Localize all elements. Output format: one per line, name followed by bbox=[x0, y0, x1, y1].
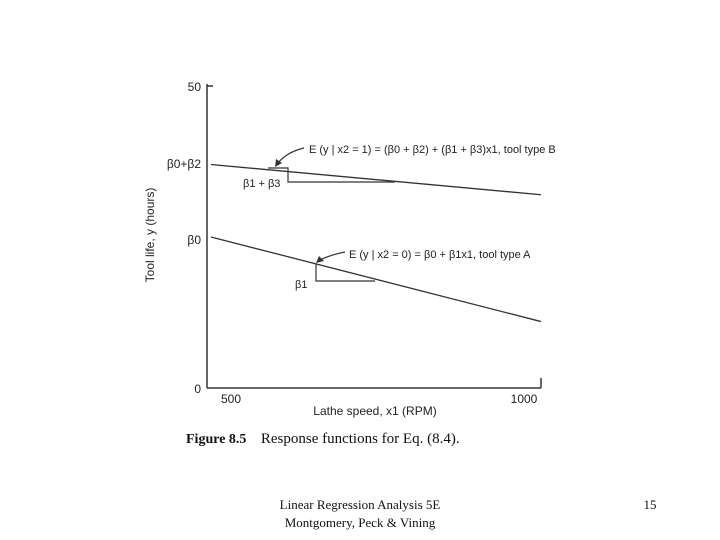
y-tick-label-b0b2: β0+β2 bbox=[166, 157, 201, 171]
annotation-arrow-a bbox=[320, 252, 345, 260]
y-tick-label-b0: β0 bbox=[187, 233, 201, 247]
figure-caption bbox=[186, 430, 460, 447]
y-axis-label: Tool life, y (hours) bbox=[143, 187, 157, 283]
x-tick-label-1000: 1000 bbox=[510, 392, 538, 406]
annotation-label-b: E (y | x2 = 1) = (β0 + β2) + (β1 + β3)x1, tool type B bbox=[309, 144, 556, 156]
figure-number: Figure 8.5 bbox=[186, 432, 247, 447]
page-number: 15 bbox=[643, 497, 657, 512]
y-tick-label-0: 0 bbox=[194, 382, 201, 396]
annotation-arrowhead-a bbox=[316, 256, 324, 263]
x-axis-label: Lathe speed, x1 (RPM) bbox=[313, 404, 437, 418]
annotation-label-a: E (y | x2 = 0) = β0 + β1x1, tool type A bbox=[349, 249, 531, 261]
footer-line-2: Montgomery, Peck & Vining bbox=[284, 515, 436, 530]
figure-caption-text: Response functions for Eq. (8.4). bbox=[260, 431, 460, 447]
x-tick-label-500: 500 bbox=[220, 392, 242, 406]
footer-line-1: Linear Regression Analysis 5E bbox=[279, 497, 441, 512]
footer-citation bbox=[260, 496, 460, 532]
y-tick-label-50: 50 bbox=[187, 80, 201, 94]
annotation-arrow-b bbox=[278, 148, 304, 163]
slope-label-b: β1 + β3 bbox=[243, 178, 281, 190]
slope-label-a: β1 bbox=[295, 279, 308, 291]
